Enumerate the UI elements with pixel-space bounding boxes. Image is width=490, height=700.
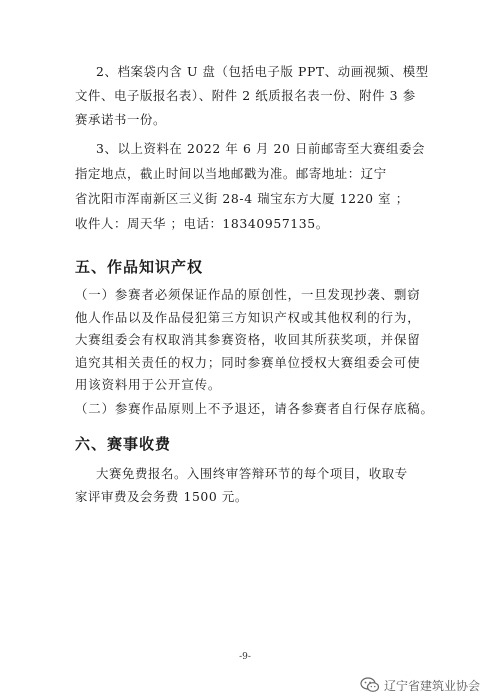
page-number: -9-: [239, 652, 251, 662]
section-6-line-1: 大赛免费报名。入围终审答辩环节的每个项目，收取专: [96, 466, 408, 481]
watermark-text: 辽宁省建筑业协会: [383, 678, 480, 693]
body-line-3: 赛承诺书一份。: [75, 112, 166, 127]
section-6-line-2: 家评审费及会务费 1500 元。: [75, 489, 248, 504]
section-5-line-4: 追究其相关责任的权力；同时参赛单位授权大赛组委会可使: [75, 355, 421, 370]
section-5-line-1: （一）参赛者必须保证作品的原创性，一旦发现抄袭、剽窃: [75, 287, 421, 302]
section-6-heading: 六、赛事收费: [75, 435, 172, 453]
body-line-7: 收件人：周天华 ；电话：18340957135。: [75, 216, 329, 231]
section-5-line-6: （二）参赛作品原则上不予退还，请各参赛者自行保存底稿。: [75, 401, 434, 416]
body-line-1: 2、档案袋内含 U 盘（包括电子版 PPT、动画视频、模型: [96, 64, 429, 79]
body-line-2: 文件、电子版报名表）、附件 2 纸质报名表一份、附件 3 参: [75, 88, 416, 103]
watermark: [360, 676, 480, 694]
section-5-line-3: 大赛组委会有权取消其参赛资格，收回其所获奖项，并保留: [75, 332, 421, 347]
section-5-line-2: 他人作品以及作品侵犯第三方知识产权或其他权利的行为，: [75, 310, 421, 325]
body-line-4: 3、以上资料在 2022 年 6 月 20 日前邮寄至大赛组委会: [96, 141, 425, 156]
section-5-line-5: 用该资料用于公开宣传。: [75, 377, 222, 392]
section-5-heading: 五、作品知识产权: [75, 258, 204, 276]
wechat-icon: [360, 677, 380, 693]
body-line-6: 省沈阳市浑南新区三义街 28-4 瑞宝东方大厦 1220 室 ；: [75, 191, 409, 206]
body-line-5: 指定地点，截止时间以当地邮戳为准。邮寄地址：辽宁: [75, 166, 387, 181]
